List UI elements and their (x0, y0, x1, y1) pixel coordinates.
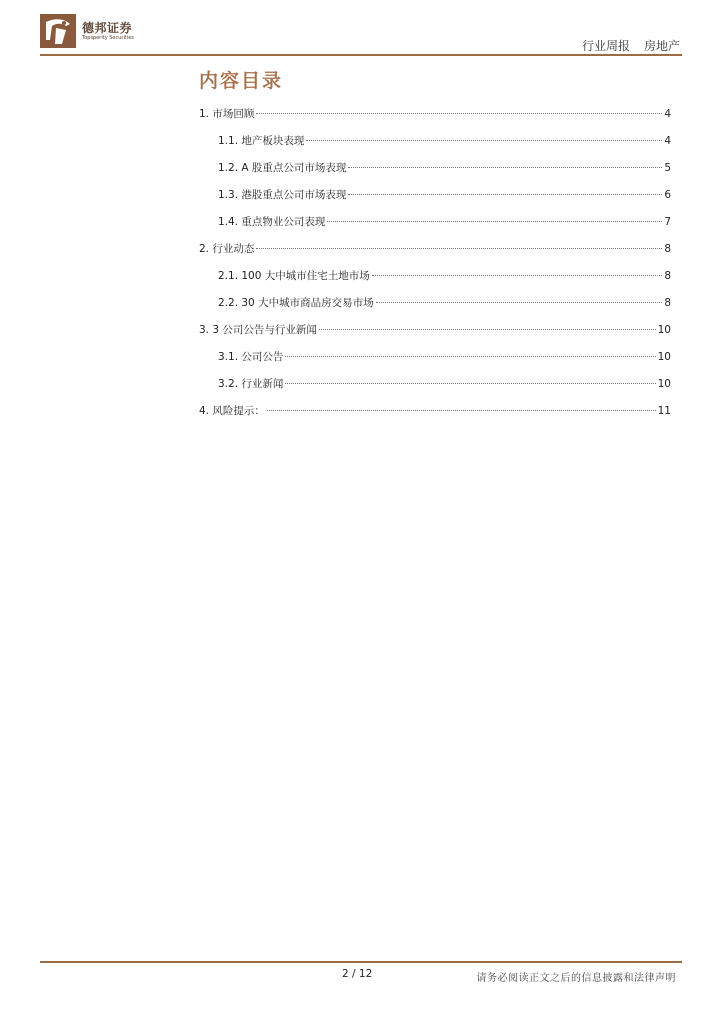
toc-entry[interactable] (199, 106, 671, 122)
toc-entry[interactable] (218, 295, 671, 311)
toc-entry-page: 8 (664, 270, 671, 282)
toc-entry-label: 3.2. 行业新闻 (218, 378, 284, 390)
toc-leader-dots (319, 328, 656, 330)
toc-entry-label: 1.3. 港股重点公司市场表现 (218, 189, 347, 201)
toc-entry[interactable] (218, 187, 671, 203)
toc-entry-page: 4 (664, 135, 671, 147)
toc-leader-dots (267, 409, 656, 411)
toc-leader-dots (376, 301, 663, 303)
toc-entry-page: 10 (657, 324, 671, 336)
toc-entry-label: 3. 3 公司公告与行业新闻 (199, 324, 317, 336)
header-category (582, 37, 680, 54)
toc-entry-page: 10 (657, 351, 671, 363)
toc-entry-label: 1.2. A 股重点公司市场表现 (218, 162, 347, 174)
toc-entry[interactable] (218, 268, 671, 284)
logo-subtitle: Topsperity Securities (82, 35, 134, 41)
toc-entry-label: 4. 风险提示： (199, 405, 265, 417)
toc-entry[interactable] (218, 376, 671, 392)
toc-entry[interactable] (199, 241, 671, 257)
toc-entry-label: 2. 行业动态 (199, 243, 255, 255)
footer-divider (40, 961, 682, 963)
toc-leader-dots (256, 112, 662, 114)
toc-entry[interactable] (218, 133, 671, 149)
toc-entry-label: 1.1. 地产板块表现 (218, 135, 305, 147)
toc-leader-dots (348, 166, 662, 168)
header-divider (40, 54, 682, 56)
toc-title: 内容目录 (199, 70, 284, 92)
toc-entry-label: 1.4. 重点物业公司表现 (218, 216, 326, 228)
toc-entry[interactable] (218, 214, 671, 230)
toc-leader-dots (256, 247, 662, 249)
logo-mark-icon (40, 14, 76, 48)
toc-leader-dots (348, 193, 662, 195)
toc-entry-page: 7 (664, 216, 671, 228)
toc-entry-label: 1. 市场回顾 (199, 108, 255, 120)
legal-disclaimer: 请务必阅读正文之后的信息披露和法律声明 (476, 973, 676, 984)
toc-entry[interactable] (199, 322, 671, 338)
industry-name: 房地产 (643, 39, 680, 53)
toc-entry-label: 2.1. 100 大中城市住宅土地市场 (218, 270, 370, 282)
toc-leader-dots (285, 355, 655, 357)
toc-entry[interactable] (218, 349, 671, 365)
toc-entry-page: 4 (664, 108, 671, 120)
toc-entry-page: 10 (657, 378, 671, 390)
toc-entry-page: 8 (664, 243, 671, 255)
toc-leader-dots (285, 382, 655, 384)
toc-entry-page: 6 (664, 189, 671, 201)
logo-name: 德邦证券 (82, 21, 133, 35)
toc-entry-page: 8 (664, 297, 671, 309)
report-type: 行业周报 (581, 39, 630, 53)
toc-leader-dots (327, 220, 662, 222)
toc-entry-page: 11 (657, 405, 671, 417)
toc-entry[interactable] (218, 160, 671, 176)
toc-entry-label: 2.2. 30 大中城市商品房交易市场 (218, 297, 374, 309)
toc-leader-dots (372, 274, 663, 276)
toc-entry[interactable] (199, 403, 671, 419)
page-number: 2 / 12 (342, 968, 373, 980)
toc-leader-dots (306, 139, 662, 141)
toc-entry-page: 5 (664, 162, 671, 174)
toc-entry-label: 3.1. 公司公告 (218, 351, 284, 363)
company-logo (40, 14, 160, 50)
